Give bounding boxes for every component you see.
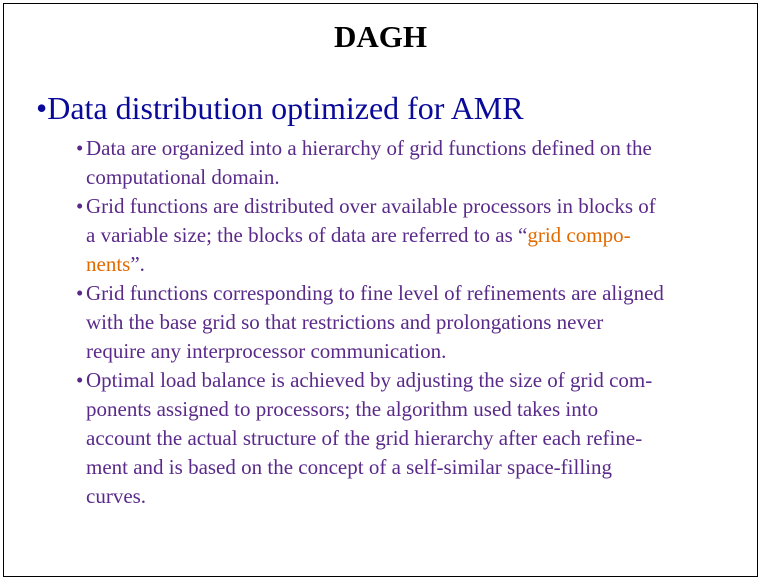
- sub-bullet-line: Grid functions are distributed over available processors in blocks of: [86, 194, 656, 218]
- sub-bullet-symbol: •: [76, 194, 84, 218]
- sub-bullet-item: [72, 134, 747, 192]
- slide-title: DAGH: [334, 19, 427, 54]
- sub-bullet-item: [72, 366, 747, 511]
- sub-bullet-symbol: •: [76, 136, 84, 160]
- sub-bullet-symbol: •: [76, 281, 84, 305]
- sub-bullet-line: Optimal load balance is achieved by adjusting the size of grid com-: [86, 368, 653, 392]
- sub-bullet-line: [86, 250, 747, 279]
- sub-bullet-line: account the actual structure of the grid hierarchy after each refine-: [86, 426, 643, 450]
- highlighted-term: grid compo-: [527, 223, 631, 247]
- sub-bullet-item: [72, 279, 747, 366]
- sub-bullet-line: Data are organized into a hierarchy of grid functions defined on the: [86, 136, 652, 160]
- main-bullet-symbol: •: [36, 90, 48, 126]
- sub-bullet-list: [72, 134, 747, 511]
- sub-bullet-line: computational domain.: [86, 165, 280, 189]
- sub-bullet-line: Grid functions corresponding to fine level of refinements are aligned: [86, 281, 664, 305]
- main-bullet: [36, 88, 524, 128]
- sub-bullet-line: with the base grid so that restrictions and prolongations never: [86, 310, 604, 334]
- sub-bullet-text: ”.: [130, 252, 145, 276]
- sub-bullet-item: [72, 192, 747, 279]
- sub-bullet-symbol: •: [76, 368, 84, 392]
- sub-bullet-line: curves.: [86, 484, 147, 508]
- sub-bullet-line: [86, 221, 747, 250]
- sub-bullet-line: ponents assigned to processors; the algorithm used takes into: [86, 397, 599, 421]
- main-bullet-text: Data distribution optimized for AMR: [47, 90, 524, 126]
- slide: [3, 3, 758, 577]
- sub-bullet-line: ment and is based on the concept of a self-similar space-filling: [86, 455, 612, 479]
- sub-bullet-text: a variable size; the blocks of data are referred to as “: [86, 223, 528, 247]
- sub-bullet-line: require any interprocessor communication.: [86, 339, 447, 363]
- highlighted-term: nents: [86, 252, 131, 276]
